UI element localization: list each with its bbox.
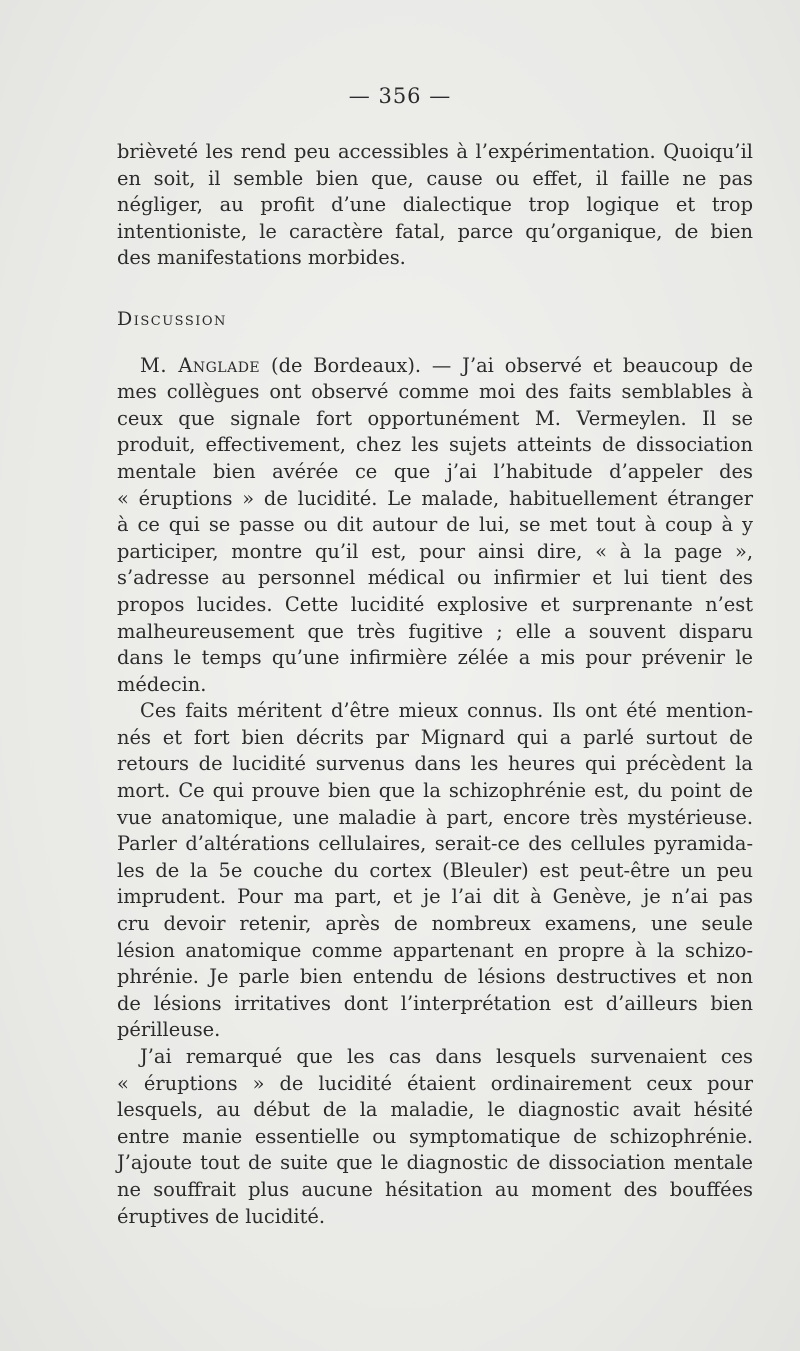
text-line: Ces faits méritent d’être mieux connus. Ils ont été mention- bbox=[140, 699, 753, 723]
text-line: négliger, au profit d’une dialectique trop logique et trop bbox=[117, 193, 753, 217]
text-line: imprudent. Pour ma part, et je l’ai dit à Genève, je n’ai pas bbox=[117, 885, 753, 909]
text-line: « éruptions » de lucidité étaient ordinairement ceux pour bbox=[117, 1071, 753, 1095]
text-line: périlleuse. bbox=[117, 1018, 221, 1042]
text-line: lesquels, au début de la maladie, le diagnostic avait hésité bbox=[117, 1098, 753, 1122]
speaker-name: M. Anglade bbox=[140, 353, 261, 377]
text-line: J’ajoute tout de suite que le diagnostic de dissociation mentale bbox=[117, 1151, 753, 1175]
speaker-intro: (de Bordeaux). — J’ai observé et beaucoup de bbox=[260, 353, 753, 377]
text-line: lésion anatomique comme appartenant en propre à la schizo- bbox=[117, 938, 753, 962]
text-line: J’ai remarqué que les cas dans lesquels survenaient ces bbox=[140, 1045, 753, 1068]
text-line: vue anatomique, une maladie à part, encore très mystérieuse. bbox=[117, 805, 753, 829]
paragraph-4 bbox=[117, 1044, 753, 1230]
text-line: nés et fort bien décrits par Mignard qui a parlé surtout de bbox=[117, 725, 753, 749]
text-line: les de la 5e couche du cortex (Bleuler) est peut-être un peu bbox=[117, 858, 753, 882]
page-number: — 356 — bbox=[348, 84, 452, 108]
text-line: s’adresse au personnel médical ou infirmier et lui tient des bbox=[117, 566, 753, 590]
text-line bbox=[117, 353, 753, 380]
text-line: mort. Ce qui prouve bien que la schizophrénie est, du point de bbox=[117, 779, 753, 803]
text-line: intentioniste, le caractère fatal, parce qu’organique, de bien bbox=[117, 219, 753, 243]
text-line: éruptives de lucidité. bbox=[117, 1204, 326, 1228]
text-line: ceux que signale fort opportunément M. Vermeylen. Il se bbox=[117, 406, 753, 430]
text-line: des manifestations morbides. bbox=[117, 246, 406, 270]
text-line: de lésions irritatives dont l’interprétation est d’ailleurs bien bbox=[117, 991, 753, 1015]
text-line: phrénie. Je parle bien entendu de lésions destructives et non bbox=[117, 965, 753, 989]
section-heading: Discussion bbox=[117, 307, 227, 330]
text-line: mes collègues ont observé comme moi des faits semblables à bbox=[117, 380, 753, 404]
text-line: propos lucides. Cette lucidité explosive et surprenante n’est bbox=[117, 592, 753, 616]
text-line: à ce qui se passe ou dit autour de lui, se met tout à coup à y bbox=[117, 513, 753, 537]
text-line: ne souffrait plus aucune hésitation au moment des bouffées bbox=[117, 1177, 753, 1201]
text-line: produit, effectivement, chez les sujets atteints de dissociation bbox=[117, 433, 753, 457]
paragraph-1 bbox=[117, 139, 753, 272]
text-line: entre manie essentielle ou symptomatique de schizophrénie. bbox=[117, 1124, 753, 1148]
paragraph-2 bbox=[117, 353, 753, 699]
text-line: Parler d’altérations cellulaires, serait-ce des cellules pyramida- bbox=[117, 832, 753, 856]
text-line: cru devoir retenir, après de nombreux examens, une seule bbox=[117, 912, 753, 936]
text-line: malheureusement que très fugitive ; elle a souvent disparu bbox=[117, 619, 753, 643]
text-line: dans le temps qu’une infirmière zélée a mis pour prévenir le bbox=[117, 646, 753, 670]
text-line: médecin. bbox=[117, 672, 207, 696]
text-line: brièveté les rend peu accessibles à l’expérimentation. Quoiqu’il bbox=[117, 140, 753, 163]
text-line: participer, montre qu’il est, pour ainsi dire, « à la page », bbox=[117, 539, 753, 563]
text-line: retours de lucidité survenus dans les heures qui précèdent la bbox=[117, 752, 753, 776]
body-text bbox=[117, 139, 753, 1230]
text-line: mentale bien avérée ce que j’ai l’habitude d’appeler des bbox=[117, 459, 753, 483]
text-line: « éruptions » de lucidité. Le malade, habituellement étranger bbox=[117, 486, 753, 510]
paragraph-3 bbox=[117, 698, 753, 1044]
text-line: en soit, il semble bien que, cause ou effet, il faille ne pas bbox=[117, 166, 753, 190]
